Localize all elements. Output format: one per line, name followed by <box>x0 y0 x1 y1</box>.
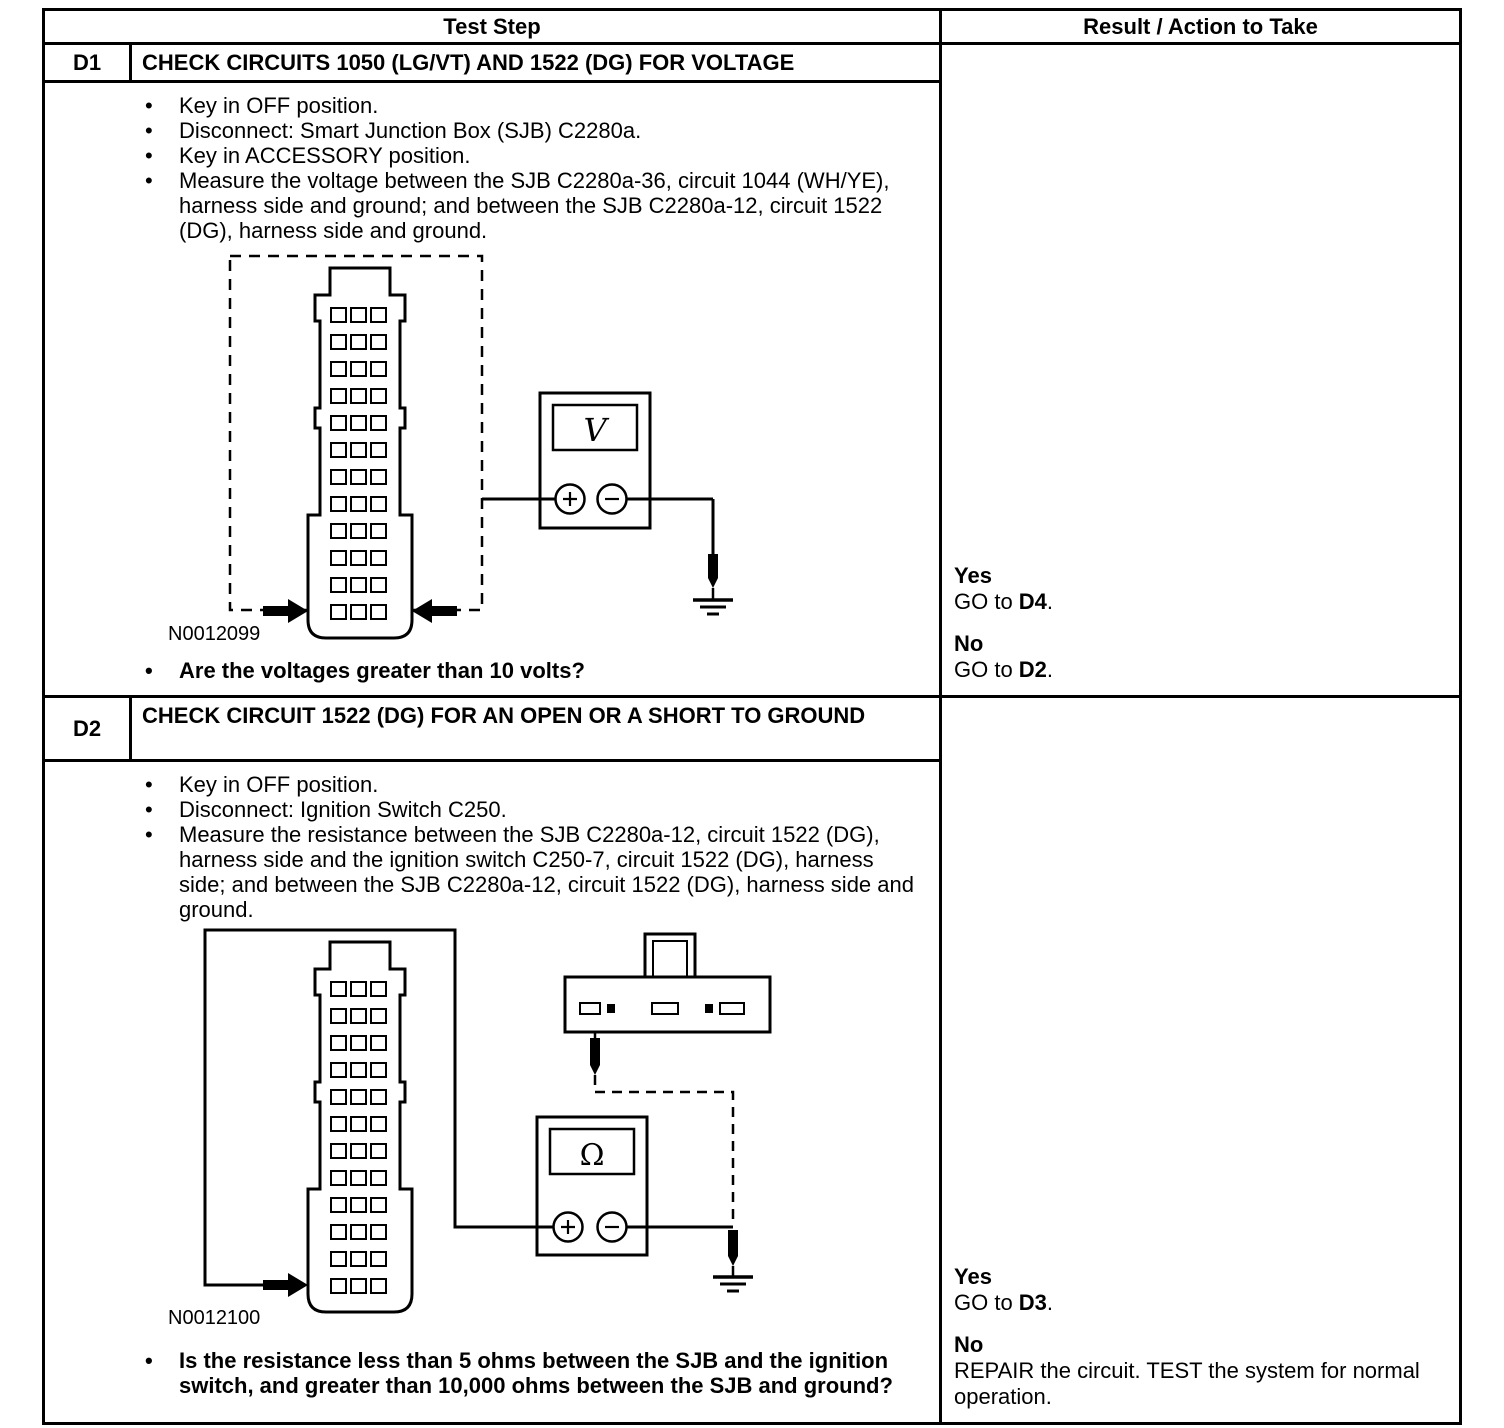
d1-test-step-cell <box>45 45 942 695</box>
instruction-text: Disconnect: Ignition Switch C250. <box>179 797 507 822</box>
ohmmeter <box>537 1117 647 1255</box>
switch-terminal <box>705 1004 713 1013</box>
result-action: REPAIR the circuit. TEST the system for normal operation. <box>954 1358 1420 1409</box>
list-item <box>45 93 939 118</box>
bullet-marker <box>145 168 179 243</box>
list-item <box>45 143 939 168</box>
instruction-text: Measure the resistance between the SJB C2280a-12, circuit 1522 (DG), harness side and the ignition switch C250-7, circuit 1522 (DG), harness side; and between the SJB C2280a-12, circuit 1522 (DG), harness side and ground. <box>179 822 914 922</box>
switch-terminal <box>720 1003 744 1014</box>
list-item <box>45 822 939 922</box>
result-yes <box>954 1264 1447 1316</box>
bullet-marker <box>145 658 179 683</box>
instruction-text: Key in OFF position. <box>179 772 379 797</box>
voltmeter-symbol: V <box>583 411 607 449</box>
sjb-connector <box>308 268 412 638</box>
test-step-column-header: Test Step <box>45 11 942 42</box>
ground-probe <box>693 554 733 614</box>
bullet-marker <box>145 772 179 797</box>
d1-step-body <box>45 83 939 683</box>
bullet-marker <box>145 1348 179 1398</box>
test-probe <box>708 554 718 588</box>
d2-resistance-test-diagram <box>160 922 840 1342</box>
ignition-switch <box>565 934 770 1032</box>
bullet-marker <box>145 143 179 168</box>
pin-pointer-arrow-left <box>263 1273 308 1297</box>
pinpoint-test-table <box>42 8 1462 1425</box>
d1-step-band <box>45 45 939 83</box>
result-label: Yes <box>954 563 992 588</box>
d1-result-cell <box>942 45 1459 695</box>
d2-result-cell <box>942 698 1459 1422</box>
switch-terminal <box>580 1003 600 1014</box>
voltmeter <box>540 393 650 528</box>
instruction-text: Disconnect: Smart Junction Box (SJB) C2280a. <box>179 118 642 143</box>
d1-step-id: D1 <box>45 45 132 80</box>
d2-question: • Is the resistance less than 5 ohms between the SJB and the ignition switch, and greater than 10,000 ohms between the SJB and ground? <box>45 1348 939 1398</box>
step-row-d1 <box>45 45 1459 695</box>
list-item <box>45 118 939 143</box>
bullet-marker <box>145 118 179 143</box>
result-action: GO to D2. <box>954 657 1054 682</box>
switch-connector-tab-inner <box>653 941 687 977</box>
switch-terminal <box>607 1004 615 1013</box>
list-item <box>45 797 939 822</box>
instruction-text: Key in OFF position. <box>179 93 379 118</box>
d2-step-band <box>45 698 939 762</box>
instruction-text: Measure the voltage between the SJB C2280a-36, circuit 1044 (WH/YE), harness side and ground; and between the SJB C2280a-12, circuit 1522 (DG), harness side and ground. <box>179 168 890 243</box>
result-action: GO to D4. <box>954 589 1054 614</box>
result-label: Yes <box>954 1264 992 1289</box>
ground-probe <box>713 1230 753 1291</box>
d2-step-id: D2 <box>45 698 132 759</box>
result-no <box>954 1332 1447 1410</box>
result-label: No <box>954 631 984 656</box>
d2-step-body <box>45 762 939 1398</box>
d2-step-title: CHECK CIRCUIT 1522 (DG) FOR AN OPEN OR A SHORT TO GROUND <box>142 703 866 728</box>
test-probe <box>728 1230 738 1266</box>
list-item <box>45 168 939 243</box>
result-action-column-header: Result / Action to Take <box>1083 13 1318 39</box>
bullet-marker <box>145 822 179 922</box>
switch-terminal <box>652 1003 678 1014</box>
result-label: No <box>954 1332 984 1357</box>
sjb-connector <box>308 942 412 1312</box>
result-action: GO to D3. <box>954 1290 1054 1315</box>
d2-test-step-cell <box>45 698 942 1422</box>
figure-label: N0012099 <box>168 623 261 645</box>
bullet-marker <box>145 93 179 118</box>
pin-pointer-arrow-right <box>412 599 457 623</box>
result-no <box>954 631 1447 683</box>
result-yes <box>954 563 1447 615</box>
d1-voltage-test-diagram <box>160 248 740 648</box>
d1-question: • Are the voltages greater than 10 volts? <box>45 658 939 683</box>
bullet-marker <box>145 797 179 822</box>
test-probe <box>590 1038 600 1075</box>
d1-step-title: CHECK CIRCUITS 1050 (LG/VT) AND 1522 (DG) FOR VOLTAGE <box>142 50 795 75</box>
ohmmeter-symbol: Ω <box>579 1138 605 1173</box>
instruction-text: Key in ACCESSORY position. <box>179 143 471 168</box>
table-header-row <box>45 11 1459 45</box>
pin-pointer-arrow-left <box>263 599 308 623</box>
figure-label: N0012100 <box>168 1307 261 1329</box>
list-item <box>45 772 939 797</box>
step-row-d2 <box>45 695 1459 1422</box>
